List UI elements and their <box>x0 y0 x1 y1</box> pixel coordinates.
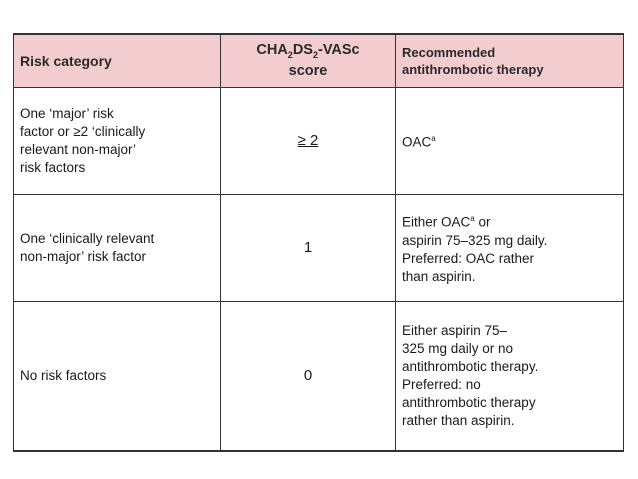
row-score-cell <box>221 88 396 195</box>
score-name-part2: DS <box>292 41 313 58</box>
footnote-marker: a <box>470 214 475 224</box>
therapy-text-start: Either OAC <box>402 214 471 230</box>
recommendation-table-container <box>13 33 623 452</box>
therapy-text: OAC <box>402 134 432 150</box>
row-therapy-cell <box>396 88 624 195</box>
header-score <box>221 34 396 88</box>
table-row <box>14 302 624 452</box>
antithrombotic-recommendation-table <box>13 33 624 452</box>
row-risk-cell: One ‘clinically relevant non-major’ risk factor <box>14 195 221 302</box>
score-subscript-1: 2 <box>287 49 293 60</box>
row-therapy-cell: Either aspirin 75– 325 mg daily or no antithrombotic therapy. Preferred: no antithrombotic therapy rather than aspirin. <box>396 302 624 452</box>
score-label: score <box>288 63 328 80</box>
table-row <box>14 195 624 302</box>
table-header-row <box>14 34 624 88</box>
row-score-cell: 0 <box>221 302 396 452</box>
header-risk-category: Risk category <box>14 34 221 88</box>
score-value: ≥ 2 <box>297 132 319 149</box>
score-name-part3: -VASc <box>317 41 360 58</box>
row-risk-cell: No risk factors <box>14 302 221 452</box>
score-name-part1: CHA <box>256 41 288 58</box>
footnote-marker: a <box>431 134 436 144</box>
score-subscript-2: 2 <box>312 49 318 60</box>
row-therapy-cell <box>396 195 624 302</box>
row-risk-cell: One ‘major’ risk factor or ≥2 ‘clinically relevant non-major’ risk factors <box>14 88 221 195</box>
therapy-text-end: or aspirin 75–325 mg daily. Preferred: OAC rather than aspirin. <box>402 214 548 284</box>
row-score-cell: 1 <box>221 195 396 302</box>
header-therapy: Recommended antithrombotic therapy <box>396 34 624 88</box>
table-row <box>14 88 624 195</box>
